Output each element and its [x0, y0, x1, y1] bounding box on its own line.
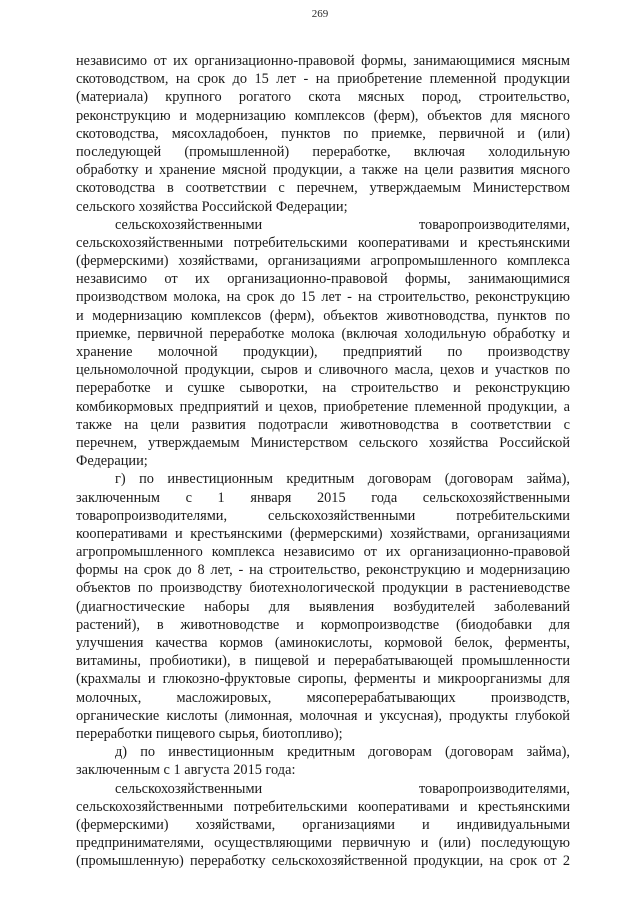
text-line: производством молока, на срок до 15 лет - на строительство, реконструкцию — [76, 289, 570, 306]
document-body — [76, 52, 570, 870]
text-line: обработку и хранение мясной продукции, а также на цели развития мясного — [76, 162, 570, 179]
text-line: также на цели развития подотрасли животноводства в соответствии с — [76, 416, 570, 433]
text-line: реконструкцию и модернизацию комплексов (ферм), объектов для мясного — [76, 107, 570, 124]
text-line: объектов по производству биотехнологической продукции в растениеводстве — [76, 580, 570, 597]
text-line: скотоводством, на срок до 15 лет - на приобретение племенной продукции — [76, 71, 570, 88]
text-line: (фермерскими) хозяйствами, организациями и индивидуальными — [76, 816, 570, 833]
text-line: (материала) крупного рогатого скота мясных пород, строительство, — [76, 89, 570, 106]
text-line: (крахмалы и глюкозно-фруктовые сиропы, ферменты и микроорганизмы для — [76, 671, 570, 688]
text-line: приемке, первичной переработке молока (включая холодильную обработку и — [76, 325, 570, 342]
text-line: сельскохозяйственными потребительскими кооперативами и крестьянскими — [76, 234, 570, 251]
text-line: (диагностические наборы для выявления возбудителей заболеваний — [76, 598, 570, 615]
text-line: д) по инвестиционным кредитным договорам (договорам займа), — [115, 744, 570, 761]
text-line: (промышленную) переработку сельскохозяйственной продукции, на срок от 2 — [76, 853, 570, 870]
text-line: предпринимателями, осуществляющими первичную и (или) последующую — [76, 835, 570, 852]
text-line: молочных, масложировых, мясоперерабатывающих производств, — [76, 689, 570, 706]
text-line: переработке и сушке сыворотки, на строительство и реконструкцию — [76, 380, 570, 397]
text-line: товаропроизводителями, сельскохозяйственными потребительскими — [76, 507, 570, 524]
text-line: скотоводства, мясохладобоен, пунктов по приемке, первичной и (или) — [76, 125, 570, 142]
text-line: сельскохозяйственными потребительскими кооперативами и крестьянскими — [76, 798, 570, 815]
text-line: и модернизацию комплексов (ферм), объектов животноводства, пунктов по — [76, 307, 570, 324]
text-line: г) по инвестиционным кредитным договорам (договорам займа), — [115, 471, 570, 488]
text-line: витамины, пробиотики), в пищевой и перерабатывающей промышленности — [76, 653, 570, 670]
text-line: агропромышленного комплекса независимо от их организационно-правовой — [76, 544, 570, 561]
text-line: заключенным с 1 января 2015 года сельскохозяйственными — [76, 489, 570, 506]
text-line: последующей (промышленной) переработке, включая холодильную — [76, 143, 570, 160]
text-line: перечнем, утверждаемым Министерством сельского хозяйства Российской — [76, 434, 570, 451]
text-line: независимо от их организационно-правовой формы, занимающимися — [76, 271, 570, 288]
text-line: формы на срок до 8 лет, - на строительство, реконструкцию и модернизацию — [76, 562, 570, 579]
text-line: сельского хозяйства Российской Федерации; — [76, 198, 348, 215]
text-line: растений), в животноводстве и кормопроизводстве (биодобавки для — [76, 616, 570, 633]
text-line: (фермерскими) хозяйствами, организациями агропромышленного комплекса — [76, 253, 570, 270]
text-line: заключенным с 1 августа 2015 года: — [76, 762, 296, 779]
text-line: сельскохозяйственными товаропроизводителями, — [115, 780, 570, 797]
text-line: хранение молочной продукции), предприятий по производству — [76, 344, 570, 360]
text-line: органические кислоты (лимонная, молочная и уксусная), продукты глубокой — [76, 707, 570, 724]
text-line: кооперативами и крестьянскими (фермерскими) хозяйствами, организациями — [76, 525, 570, 542]
text-line: Федерации; — [76, 453, 148, 470]
text-line: независимо от их организационно-правовой формы, занимающимися мясным — [76, 53, 570, 69]
text-line: переработки пищевого сырья, биотопливо); — [76, 725, 343, 742]
text-line: скотоводства в соответствии с перечнем, утверждаемым Министерством — [76, 180, 570, 197]
page-number: 269 — [311, 8, 329, 20]
text-line: цельномолочной продукции, сыров и сливочного масла, цехов и участков по — [76, 362, 570, 379]
text-line: комбикормовых предприятий и цехов, приобретение племенной продукции, а — [76, 398, 570, 415]
text-line: улучшения качества кормов (аминокислоты, кормовой белок, ферменты, — [76, 635, 570, 651]
text-line: сельскохозяйственными товаропроизводителями, — [115, 216, 570, 233]
